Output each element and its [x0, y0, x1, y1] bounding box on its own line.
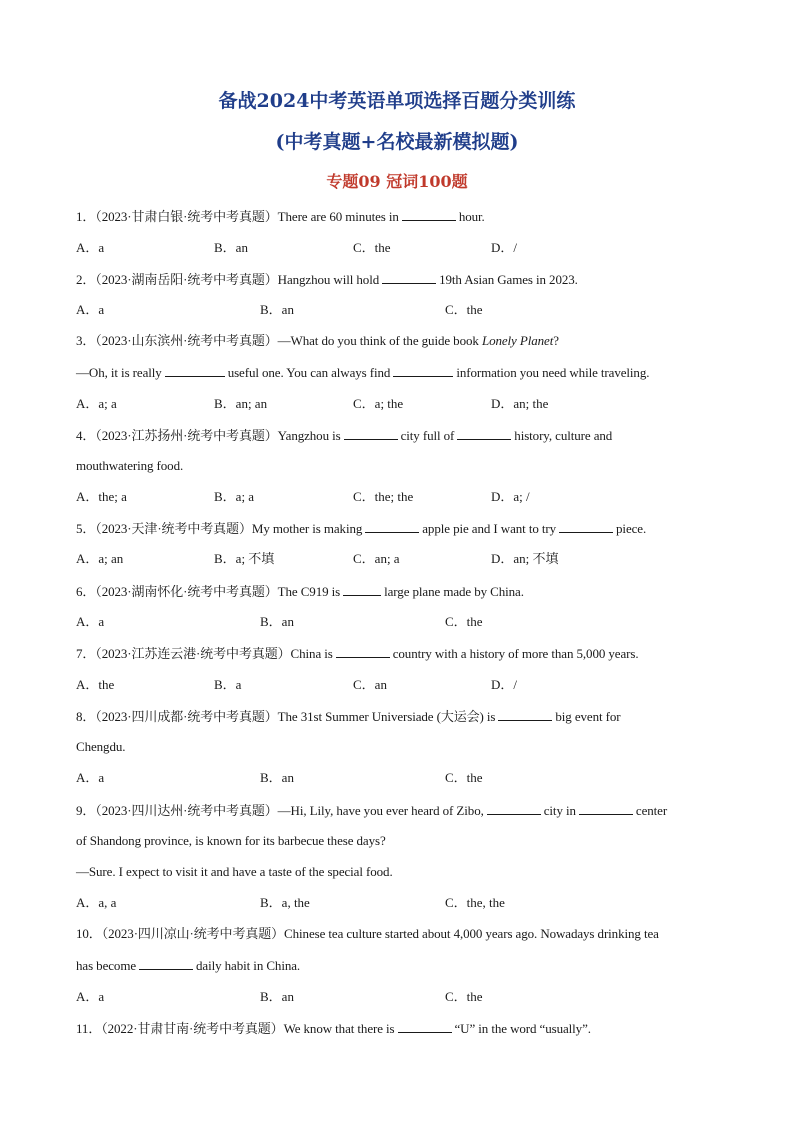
- question-text: apple pie and I want to try: [422, 521, 557, 536]
- option-b: B．an: [260, 989, 294, 1004]
- question-text: piece.: [616, 521, 647, 536]
- question-10: 10．（2023·四川凉山·统考中考真题）Chinese tea culture started about 4,000 years ago. Nowadays drinking tea: [76, 926, 659, 941]
- question-text: 5．（2023·天津·统考中考真题）My mother is making: [76, 521, 363, 536]
- option-a: A．a: [76, 302, 105, 317]
- question-text: 2．（2023·湖南岳阳·统考中考真题）Hangzhou will hold: [76, 272, 380, 287]
- option-c: C．the: [445, 770, 483, 785]
- option-c: C．an: [353, 677, 387, 692]
- question-text: hour.: [458, 209, 485, 224]
- option-b: B．an: [260, 614, 294, 629]
- option-b: B．a; a: [214, 489, 255, 504]
- option-d: D．/: [491, 240, 518, 255]
- answer-blank: [579, 802, 633, 815]
- option-a: A．the; a: [76, 489, 127, 504]
- question-6: [76, 583, 524, 600]
- question-4: [76, 427, 612, 444]
- answer-blank: [139, 957, 193, 970]
- option-c: C．the: [445, 614, 483, 629]
- option-d: D．/: [491, 677, 518, 692]
- question-9-line-2: of Shandong province, is known for its barbecue these days?: [76, 833, 386, 848]
- book-title: Lonely Planet: [481, 333, 554, 348]
- option-a: A．a: [76, 240, 105, 255]
- answer-blank: [336, 645, 390, 658]
- question-text: city full of: [400, 428, 455, 443]
- question-10-line-2: [76, 957, 300, 974]
- question-2: [76, 271, 578, 288]
- page-title: 备战2024中考英语单项选择百题分类训练: [218, 90, 576, 112]
- question-text: has become: [76, 958, 137, 973]
- option-c: C．an; a: [353, 551, 400, 566]
- option-b: B．an: [260, 770, 294, 785]
- option-b: B．a, the: [260, 895, 310, 910]
- option-d: D．a; /: [491, 489, 530, 504]
- answer-blank: [498, 708, 552, 721]
- question-text: 19th Asian Games in 2023.: [439, 272, 578, 287]
- question-11: [76, 1020, 591, 1037]
- question-text: 11．（2022·甘肃甘南·统考中考真题）We know that there is: [76, 1021, 395, 1036]
- answer-blank: [487, 802, 541, 815]
- question-4-line-2: mouthwatering food.: [76, 458, 184, 473]
- option-c: C．the, the: [445, 895, 505, 910]
- answer-blank: [402, 208, 456, 221]
- question-3-line-2: [76, 364, 649, 381]
- option-b: B．an: [214, 240, 248, 255]
- question-text: big event for: [555, 709, 621, 724]
- option-b: B．a: [214, 677, 242, 692]
- question-text: 4．（2023·江苏扬州·统考中考真题）Yangzhou is: [76, 428, 341, 443]
- question-text: 3．（2023·山东滨州·统考中考真题）—What do you think of the guide book: [76, 333, 479, 348]
- question-1: [76, 208, 485, 225]
- option-a: A．the: [76, 677, 115, 692]
- option-c: C．the: [445, 989, 483, 1004]
- question-text: 8．（2023·四川成都·统考中考真题）The 31st Summer Universiade (大运会) is: [76, 709, 496, 724]
- question-text: 9．（2023·四川达州·统考中考真题）—Hi, Lily, have you ever heard of Zibo,: [76, 803, 484, 818]
- option-a: A．a: [76, 770, 105, 785]
- answer-blank: [344, 427, 398, 440]
- question-text: “U” in the word “usually”.: [454, 1021, 591, 1036]
- question-3: [76, 333, 559, 349]
- question-text: 7．（2023·江苏连云港·统考中考真题）China is: [76, 646, 333, 661]
- question-text: history, culture and: [514, 428, 613, 443]
- answer-blank: [382, 271, 436, 284]
- option-b: B．an; an: [214, 396, 268, 411]
- option-c: C．the: [353, 240, 391, 255]
- question-text: useful one. You can always find: [227, 365, 391, 380]
- question-text: city in: [543, 803, 576, 818]
- answer-blank: [559, 520, 613, 533]
- question-7: [76, 645, 639, 662]
- option-d: D．an; 不填: [491, 551, 559, 566]
- option-d: D．an; the: [491, 396, 549, 411]
- answer-blank: [398, 1020, 452, 1033]
- option-b: B．an: [260, 302, 294, 317]
- page-subtitle: (中考真题+名校最新模拟题): [275, 131, 519, 153]
- option-a: A．a, a: [76, 895, 117, 910]
- option-b: B．a; 不填: [214, 551, 275, 566]
- question-text: —Oh, it is really: [76, 365, 162, 380]
- question-5: [76, 520, 646, 537]
- answer-blank: [365, 520, 419, 533]
- question-text: daily habit in China.: [196, 958, 301, 973]
- question-text: 6．（2023·湖南怀化·统考中考真题）The C919 is: [76, 584, 341, 599]
- answer-blank: [343, 583, 381, 596]
- option-a: A．a; a: [76, 396, 117, 411]
- question-text: large plane made by China.: [384, 584, 524, 599]
- option-a: A．a; an: [76, 551, 124, 566]
- question-text: information you need while traveling.: [456, 365, 650, 380]
- question-8-line-2: Chengdu.: [76, 739, 126, 754]
- option-a: A．a: [76, 614, 105, 629]
- topic-title: 专题09 冠词100题: [326, 172, 468, 191]
- question-9: [76, 802, 667, 819]
- option-c: C．a; the: [353, 396, 404, 411]
- answer-blank: [393, 364, 453, 377]
- answer-blank: [165, 364, 225, 377]
- question-8: [76, 708, 621, 725]
- option-a: A．a: [76, 989, 105, 1004]
- option-c: C．the: [445, 302, 483, 317]
- answer-blank: [457, 427, 511, 440]
- question-text: center: [635, 803, 668, 818]
- question-9-line-3: —Sure. I expect to visit it and have a taste of the special food.: [76, 864, 393, 879]
- option-c: C．the; the: [353, 489, 414, 504]
- question-text: ?: [553, 333, 559, 348]
- question-text: 1．（2023·甘肃白银·统考中考真题）There are 60 minutes in: [76, 209, 399, 224]
- question-text: country with a history of more than 5,000 years.: [392, 646, 639, 661]
